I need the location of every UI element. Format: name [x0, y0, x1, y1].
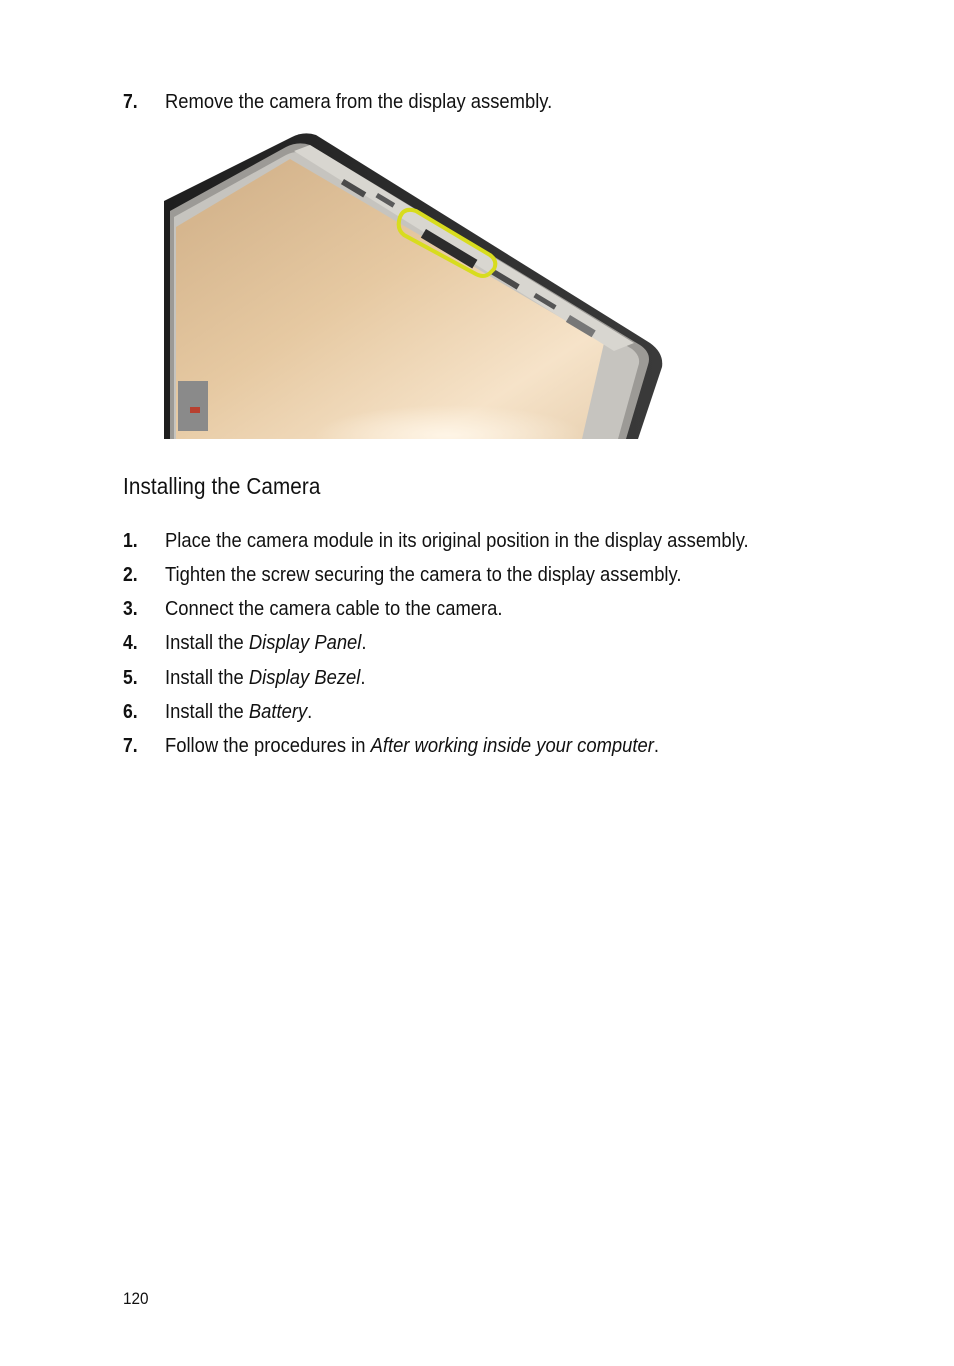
step-text — [165, 661, 365, 695]
step-text-suffix: . — [307, 701, 313, 723]
display-panel-link[interactable]: Display Panel — [248, 632, 362, 654]
step-text-prefix: Install the — [165, 701, 249, 723]
install-step-7 — [0, 729, 954, 763]
step-text — [165, 626, 367, 660]
removal-step-7 — [0, 85, 954, 119]
step-text: Tighten the screw securing the camera to the display assembly. — [165, 564, 682, 586]
install-step-4 — [0, 626, 954, 660]
after-working-link[interactable]: After working inside your computer — [370, 735, 654, 757]
step-text — [165, 729, 659, 763]
step-text-suffix: . — [360, 667, 366, 689]
step-number: 1. — [123, 530, 138, 552]
step-number: 7. — [123, 735, 138, 757]
step-number: 5. — [123, 667, 138, 689]
install-step-2 — [0, 558, 954, 592]
step-text-suffix: . — [653, 735, 659, 757]
step-text-prefix: Follow the procedures in — [165, 735, 371, 757]
section-title: Installing the Camera — [123, 473, 321, 499]
camera-display-assembly-photo — [164, 131, 664, 439]
step-text-prefix: Install the — [165, 632, 249, 654]
step-number: 6. — [123, 701, 138, 723]
install-step-5 — [0, 661, 954, 695]
install-step-6 — [0, 695, 954, 729]
step-number: 2. — [123, 564, 138, 586]
install-step-1 — [0, 524, 954, 558]
step-number: 7. — [123, 91, 138, 113]
page-number: 120 — [123, 1289, 149, 1308]
step-text: Connect the camera cable to the camera. — [165, 598, 503, 620]
battery-link[interactable]: Battery — [248, 701, 308, 723]
install-step-3 — [0, 592, 954, 626]
step-number: 4. — [123, 632, 138, 654]
step-text: Place the camera module in its original position in the display assembly. — [165, 530, 749, 552]
step-text — [165, 695, 312, 729]
step-text-prefix: Install the — [165, 667, 249, 689]
display-bezel-link[interactable]: Display Bezel — [248, 667, 361, 689]
step-number: 3. — [123, 598, 138, 620]
step-text-suffix: . — [361, 632, 367, 654]
step-text: Remove the camera from the display assembly. — [165, 91, 553, 113]
